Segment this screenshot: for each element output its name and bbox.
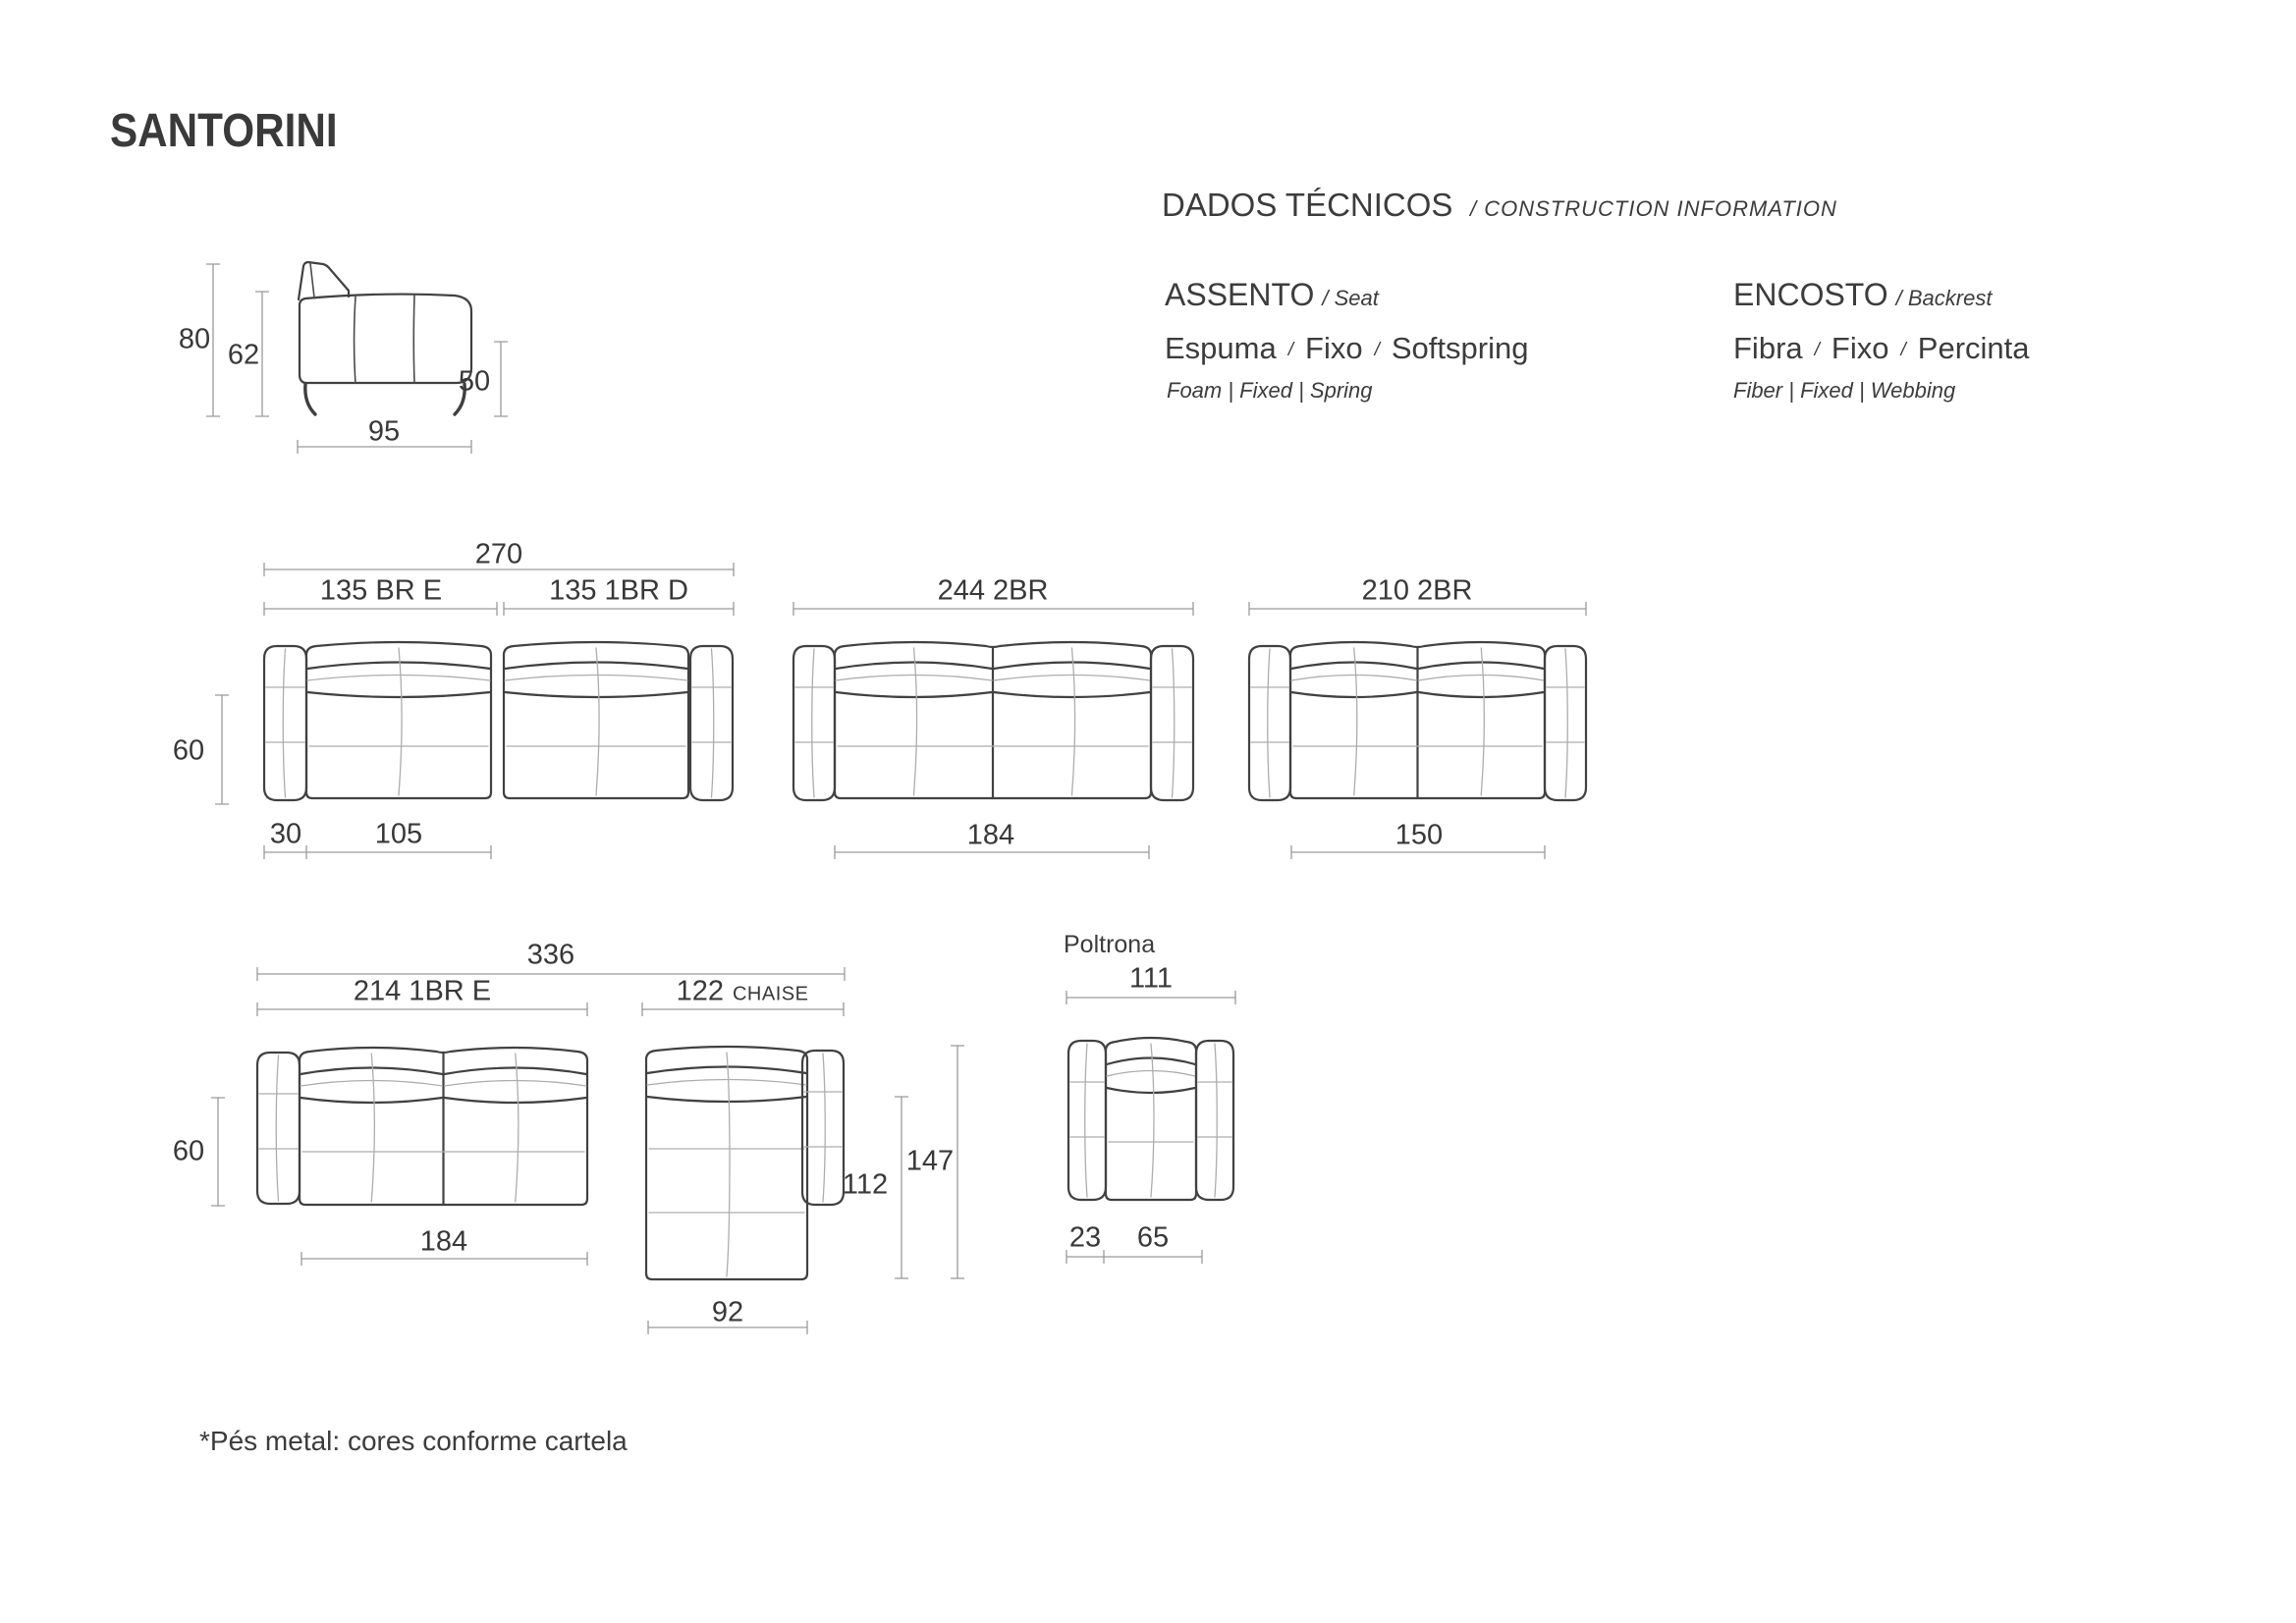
headrest-seam: [310, 263, 314, 298]
front-leg: [305, 384, 315, 414]
figure-sofa-270: [172, 538, 751, 869]
body-seam-1: [355, 297, 356, 383]
right-seat-module-backrest-front-arc: [505, 692, 687, 697]
poltrona-title: Poltrona: [1064, 931, 1156, 958]
side-view-sofa-profile: [299, 262, 471, 414]
left-armrest-seam: [283, 649, 285, 797]
sofa-244-top-view: [793, 642, 1193, 800]
chaise-module-center-seam: [727, 1053, 730, 1276]
sofa-210-top-view: [1249, 642, 1586, 800]
right-armrest-outline: [1151, 646, 1193, 800]
seat-spec-label: ASSENTO: [1165, 277, 1315, 312]
chaise-sofa-drawing: [172, 928, 987, 1350]
seat-body-right-center-seam: [1481, 648, 1484, 795]
dim-label-seat-width: 65: [1136, 1221, 1170, 1254]
seat-spec-part-2: Fixo: [1305, 331, 1363, 365]
seat-spec-title: [1165, 277, 1379, 313]
chaise-sofa-top-view: [257, 1047, 844, 1279]
figure-chaise-sofa-336: [172, 928, 987, 1350]
dim-label-chaise-value: 122: [676, 975, 724, 1007]
seat-body-left-backrest-mid-arc: [836, 676, 992, 681]
sofa-body-outline: [300, 295, 471, 383]
tech-heading-en: / CONSTRUCTION INFORMATION: [1470, 196, 1837, 221]
right-seat-module-center-seam: [596, 648, 599, 795]
right-armrest-outline: [1545, 646, 1586, 800]
seat-body-right-center-seam: [1072, 648, 1075, 795]
right-armrest-seam: [1215, 1044, 1217, 1197]
headrest-outline: [299, 262, 349, 299]
dim-label-depth: 60: [172, 1135, 205, 1167]
left-armrest-outline: [264, 646, 306, 800]
dim-label-arm-width: 30: [269, 818, 302, 850]
figure-sofa-210: [1242, 545, 1596, 869]
seat-spec-value: [1165, 331, 1528, 366]
tech-heading: DADOS TÉCNICOS: [1162, 187, 1453, 223]
seat-body-left-backrest-front-arc: [301, 1098, 443, 1103]
dim-label-total-width: 210 2BR: [1361, 574, 1473, 607]
seat-body-left-backrest-top-arc: [1291, 663, 1417, 670]
right-seat-module-backrest-mid-arc: [505, 676, 687, 681]
page-title: SANTORINI: [110, 105, 338, 157]
dim-label-total-width: 244 2BR: [937, 574, 1049, 607]
seat-spec-value-en: Foam | Fixed | Spring: [1167, 378, 1373, 403]
right-armrest-seam: [712, 649, 714, 797]
dim-label-arm-width: 23: [1068, 1221, 1102, 1254]
seat-body-left-backrest-mid-arc: [1291, 676, 1417, 681]
dim-label-module-right: 135 1BR D: [549, 574, 688, 607]
left-armrest-outline: [257, 1053, 300, 1204]
left-armrest-seam: [1268, 649, 1270, 797]
seat-spec-label-en: / Seat: [1322, 286, 1379, 310]
dim-label-chaise: [677, 976, 809, 1008]
seat-spec-part-3: Softspring: [1391, 331, 1529, 365]
backrest-spec-part-1: Fibra: [1733, 331, 1803, 365]
left-armrest-seam: [812, 649, 814, 797]
seat-body-right-backrest-front-arc: [445, 1098, 587, 1103]
left-armrest-seam: [1085, 1044, 1087, 1197]
right-armrest-seam: [1173, 649, 1175, 797]
seat-body-left-backrest-mid-arc: [301, 1081, 443, 1087]
seat-body-right-backrest-top-arc: [445, 1068, 587, 1075]
seat-body-left-backrest-front-arc: [1291, 692, 1417, 697]
side-view-drawing: [162, 245, 555, 476]
seat-body-left-backrest-front-arc: [836, 692, 992, 697]
seat-body-left-backrest-top-arc: [301, 1068, 443, 1075]
left-armrest-outline: [793, 646, 835, 800]
dim-label-total-width: 270: [474, 538, 523, 570]
separator: /: [1374, 340, 1380, 360]
seat-module-center-seam: [1151, 1044, 1154, 1197]
dim-label-inner-depth: 112: [842, 1168, 889, 1201]
dim-line-depth: [211, 1098, 225, 1206]
chaise-module-outline: [646, 1047, 807, 1279]
chaise-module-backrest-top-arc: [647, 1067, 806, 1074]
dim-line-seat-height: [494, 342, 508, 416]
dim-label-chaise-width: 92: [711, 1296, 744, 1328]
chaise-armrest-outline: [802, 1051, 844, 1205]
backrest-spec-title: [1733, 277, 1992, 313]
poltrona-top-view: [1068, 1038, 1233, 1200]
chaise-module-backrest-front-arc: [647, 1097, 806, 1102]
seat-module-backrest-mid-arc: [1107, 1071, 1195, 1077]
seat-body-left-backrest-top-arc: [836, 663, 992, 670]
figure-sofa-244: [781, 545, 1213, 869]
right-seat-module-backrest-top-arc: [505, 663, 687, 670]
seat-body-right-backrest-mid-arc: [994, 676, 1150, 681]
separator: /: [1900, 340, 1906, 360]
seat-body-left-center-seam: [371, 1054, 374, 1202]
backrest-spec-label-en: / Backrest: [1895, 286, 1993, 310]
seat-body-right-backrest-front-arc: [994, 692, 1150, 697]
sofa-270-top-view: [264, 642, 733, 800]
dim-label-chaise-depth: 147: [905, 1145, 955, 1177]
right-armrest-outline: [1196, 1041, 1233, 1200]
dim-label-total-height: 80: [178, 323, 211, 355]
seat-spec-part-1: Espuma: [1165, 331, 1277, 365]
left-seat-module-backrest-front-arc: [307, 692, 490, 697]
chaise-armrest-seam: [823, 1054, 825, 1202]
figure-side-view: [162, 245, 555, 476]
footnote: *Pés metal: cores conforme cartela: [199, 1426, 628, 1456]
dim-label-seat-width: 184: [419, 1225, 468, 1258]
dim-label-arm-height: 62: [227, 339, 260, 371]
dim-label-seat-height: 50: [458, 365, 491, 398]
backrest-spec-value-en: Fiber | Fixed | Webbing: [1733, 378, 1956, 403]
left-seat-module-backrest-top-arc: [307, 663, 490, 670]
left-seat-module-backrest-mid-arc: [307, 676, 490, 681]
seat-body-left-center-seam: [914, 648, 917, 795]
backrest-spec-part-2: Fixo: [1831, 331, 1889, 365]
backrest-spec-value: [1733, 331, 2030, 366]
dim-label-depth: 95: [367, 415, 401, 448]
dim-label-chaise-word: CHAISE: [732, 983, 809, 1005]
dim-label-depth: 60: [172, 734, 205, 767]
seat-module-backrest-front-arc: [1107, 1088, 1195, 1093]
dim-label-total-width: 336: [526, 939, 575, 971]
dim-label-seat-width: 105: [374, 818, 423, 850]
backrest-spec-part-3: Percinta: [1917, 331, 2030, 365]
seat-body-right-backrest-top-arc: [994, 663, 1150, 670]
dim-label-total-width: 111: [1128, 962, 1174, 995]
left-armrest-seam: [276, 1055, 278, 1201]
right-armrest-outline: [690, 646, 733, 800]
dim-label-seat-width: 150: [1394, 819, 1444, 851]
dim-line-inner-depth: [895, 1097, 908, 1278]
seat-body-right-center-seam: [516, 1054, 519, 1202]
separator: /: [1814, 340, 1820, 360]
right-armrest-seam: [1565, 649, 1567, 797]
seat-body-right-backrest-top-arc: [1419, 663, 1545, 670]
backrest-spec-label: ENCOSTO: [1733, 277, 1888, 312]
dim-label-module-left: 214 1BR E: [353, 975, 492, 1007]
seat-body-left-center-seam: [1354, 648, 1357, 795]
separator: /: [1287, 340, 1294, 360]
seat-body-right-backrest-front-arc: [1419, 692, 1545, 697]
dim-label-module-left: 135 BR E: [319, 574, 443, 607]
body-seam-2: [413, 296, 414, 383]
chaise-module-backrest-mid-arc: [647, 1080, 806, 1086]
left-armrest-outline: [1068, 1041, 1106, 1200]
seat-body-right-backrest-mid-arc: [445, 1081, 587, 1087]
left-armrest-outline: [1249, 646, 1290, 800]
left-seat-module-center-seam: [399, 648, 402, 795]
dim-label-seat-width: 184: [966, 819, 1015, 851]
seat-body-right-backrest-mid-arc: [1419, 676, 1545, 681]
dim-line-depth: [215, 695, 229, 804]
seat-module-backrest-top-arc: [1107, 1058, 1195, 1065]
figure-poltrona: [1036, 923, 1311, 1276]
